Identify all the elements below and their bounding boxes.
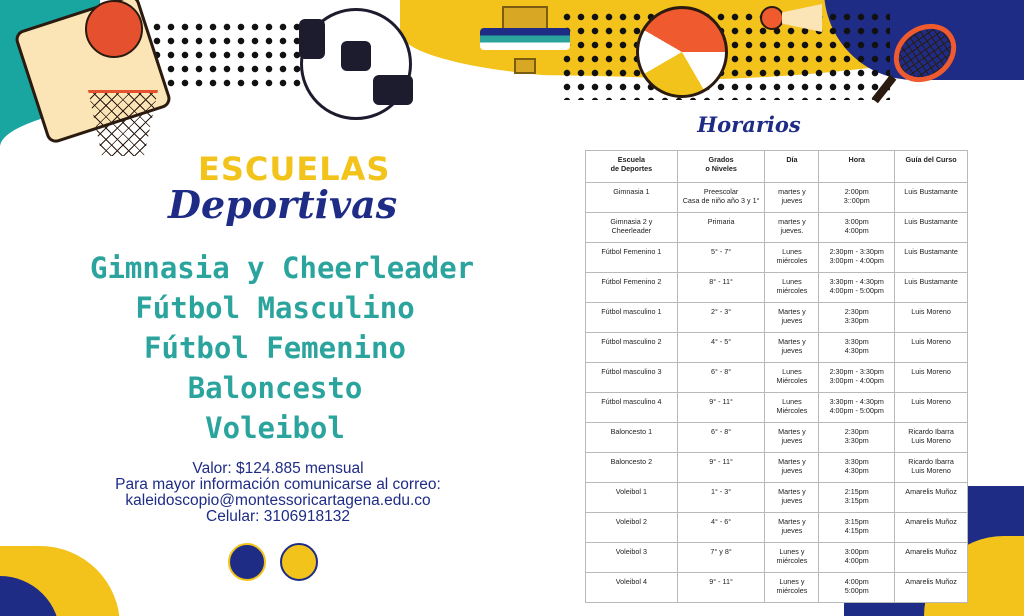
table-cell: Preescolar Casa de niño año 3 y 1° [677, 183, 765, 213]
table-cell: Lunes Miércoles [765, 363, 819, 393]
table-row [586, 513, 968, 543]
table-cell: 2:00pm 3::00pm [819, 183, 895, 213]
table-cell: Luis Bustamante [895, 213, 968, 243]
table-cell: 2° - 3° [677, 303, 765, 333]
table-cell: Luis Moreno [895, 303, 968, 333]
price-text: Valor: $124.885 mensual [192, 460, 364, 477]
table-cell: martes y jueves. [765, 213, 819, 243]
table-cell: Martes y jueves [765, 483, 819, 513]
table-cell: 3:30pm - 4:30pm 4:00pm - 5:00pm [819, 273, 895, 303]
table-cell: Fútbol masculino 3 [586, 363, 678, 393]
table-cell: Amarelis Muñoz [895, 573, 968, 603]
table-cell: 3:00pm 4:00pm [819, 213, 895, 243]
kaleidoscopio-logo [280, 543, 318, 581]
shuttlecock-icon [760, 4, 820, 32]
heading-deportivas: Deportivas [168, 182, 398, 227]
table-cell: Baloncesto 1 [586, 423, 678, 453]
sports-list [90, 248, 475, 448]
table-cell: Lunes y miércoles [765, 573, 819, 603]
table-row [586, 363, 968, 393]
table-cell: Lunes y miércoles [765, 543, 819, 573]
logos [228, 543, 328, 583]
email-text[interactable]: kaleidoscopio@montessoricartagena.edu.co [125, 492, 431, 509]
table-row [586, 183, 968, 213]
table-cell: 3:30pm 4:30pm [819, 333, 895, 363]
header-cell: Día [765, 151, 819, 183]
table-row [586, 423, 968, 453]
table-cell: 5° - 7° [677, 243, 765, 273]
table-cell: Luis Moreno [895, 393, 968, 423]
basketball-icon [85, 0, 143, 58]
sport-item: Voleibol [205, 411, 345, 445]
table-row [586, 243, 968, 273]
trophy-icon [480, 6, 570, 76]
table-cell: 3:30pm - 4:30pm 4:00pm - 5:00pm [819, 393, 895, 423]
table-row [586, 213, 968, 243]
table-cell: 9° - 11° [677, 573, 765, 603]
contact-intro-text: Para mayor información comunicarse al correo: [115, 476, 441, 493]
table-cell: Martes y jueves [765, 333, 819, 363]
table-cell: Martes y jueves [765, 453, 819, 483]
table-cell: Fútbol masculino 4 [586, 393, 678, 423]
sport-item: Gimnasia y Cheerleader [90, 251, 475, 285]
table-cell: 2:30pm 3:30pm [819, 423, 895, 453]
table-cell: 2:30pm - 3:30pm 3:00pm - 4:00pm [819, 243, 895, 273]
table-cell: 1° - 3° [677, 483, 765, 513]
table-cell: Voleibol 2 [586, 513, 678, 543]
table-cell: Primaria [677, 213, 765, 243]
table-cell: Fútbol Femenino 2 [586, 273, 678, 303]
table-row [586, 573, 968, 603]
table-row [586, 303, 968, 333]
table-cell: Voleibol 1 [586, 483, 678, 513]
schedule-header-row [586, 151, 968, 183]
header-cell: Escuela de Deportes [586, 151, 678, 183]
table-cell: Martes y jueves [765, 303, 819, 333]
schedule-table [585, 150, 968, 603]
phone-text: Celular: 3106918132 [206, 508, 350, 525]
table-cell: Martes y jueves [765, 423, 819, 453]
header-cell: Guía del Curso [895, 151, 968, 183]
table-row [586, 453, 968, 483]
table-cell: Fútbol masculino 1 [586, 303, 678, 333]
table-cell: Gimnasia 2 y Cheerleader [586, 213, 678, 243]
table-cell: Luis Moreno [895, 333, 968, 363]
table-cell: 4:00pm 5:00pm [819, 573, 895, 603]
table-cell: Ricardo Ibarra Luis Moreno [895, 423, 968, 453]
table-cell: 3:30pm 4:30pm [819, 453, 895, 483]
table-cell: Luis Moreno [895, 363, 968, 393]
table-cell: Baloncesto 2 [586, 453, 678, 483]
table-cell: Luis Bustamante [895, 273, 968, 303]
table-cell: Lunes miércoles [765, 273, 819, 303]
table-cell: 4° - 5° [677, 333, 765, 363]
table-cell: 9° - 11° [677, 453, 765, 483]
table-row [586, 273, 968, 303]
table-cell: 6° - 8° [677, 363, 765, 393]
table-cell: Voleibol 3 [586, 543, 678, 573]
table-cell: Lunes miércoles [765, 243, 819, 273]
sport-item: Fútbol Masculino [135, 291, 415, 325]
table-row [586, 483, 968, 513]
table-cell: Martes y jueves [765, 513, 819, 543]
header-cell: Hora [819, 151, 895, 183]
table-cell: Luis Bustamante [895, 243, 968, 273]
table-cell: Fútbol masculino 2 [586, 333, 678, 363]
volleyball-icon [636, 6, 728, 98]
table-cell: Amarelis Muñoz [895, 483, 968, 513]
heading-escuelas: ESCUELAS [198, 150, 391, 188]
sport-item: Baloncesto [187, 371, 363, 405]
table-row [586, 333, 968, 363]
table-cell: 6° - 8° [677, 423, 765, 453]
table-cell: Lunes Miércoles [765, 393, 819, 423]
table-cell: Luis Bustamante [895, 183, 968, 213]
table-row [586, 543, 968, 573]
soccer-ball-icon [300, 8, 412, 120]
montessori-logo [228, 543, 266, 581]
header-cell: Grados o Niveles [677, 151, 765, 183]
table-cell: Voleibol 4 [586, 573, 678, 603]
table-row [586, 393, 968, 423]
table-cell: Fútbol Femenino 1 [586, 243, 678, 273]
table-cell: 3:15pm 4:15pm [819, 513, 895, 543]
table-cell: Gimnasia 1 [586, 183, 678, 213]
table-cell: martes y jueves [765, 183, 819, 213]
table-cell: 9° - 11° [677, 393, 765, 423]
table-cell: 2:30pm - 3:30pm 3:00pm - 4:00pm [819, 363, 895, 393]
table-cell: 2:15pm 3:15pm [819, 483, 895, 513]
table-cell: 7° y 8° [677, 543, 765, 573]
table-cell: 2:30pm 3:30pm [819, 303, 895, 333]
schedule-title: Horarios [697, 112, 801, 137]
table-cell: 4° - 6° [677, 513, 765, 543]
table-cell: 3:00pm 4:00pm [819, 543, 895, 573]
table-cell: Amarelis Muñoz [895, 543, 968, 573]
table-cell: Ricardo Ibarra Luis Moreno [895, 453, 968, 483]
table-cell: Amarelis Muñoz [895, 513, 968, 543]
contact-info [108, 461, 448, 525]
table-cell: 8° - 11° [677, 273, 765, 303]
dot-pattern [150, 20, 310, 90]
sport-item: Fútbol Femenino [144, 331, 406, 365]
